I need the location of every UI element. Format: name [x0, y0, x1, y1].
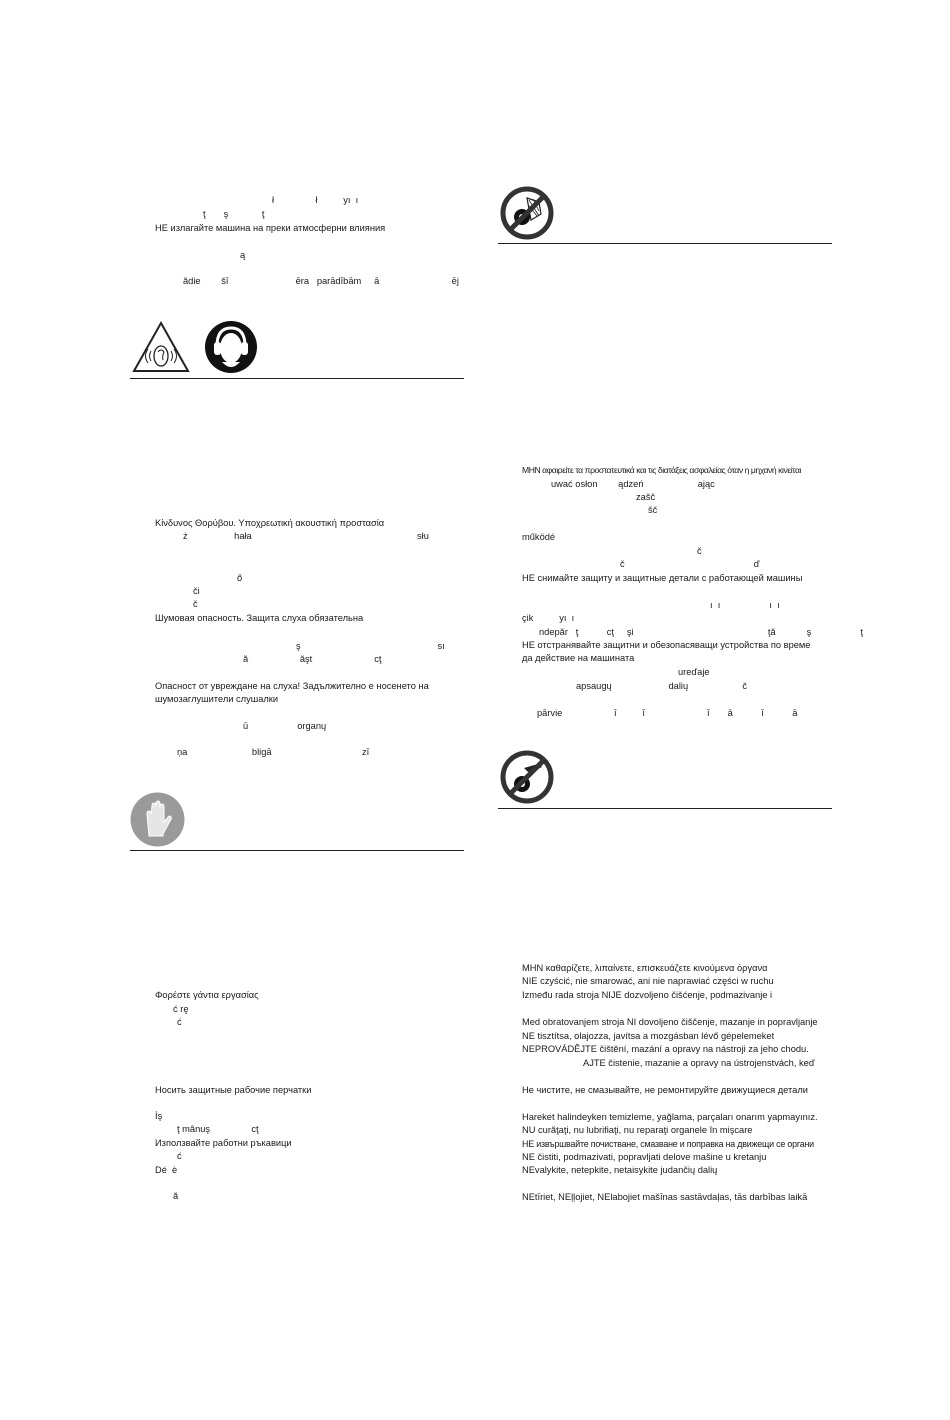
text-line: zašč — [636, 492, 656, 502]
text-line: NEvalykite, netepkite, netaisykite judančių dalių — [522, 1165, 718, 1175]
text-line: ć — [177, 1017, 182, 1027]
text-line: či — [193, 586, 200, 596]
text-line: pārvie ī ī ī ā ī ā — [537, 708, 798, 718]
hearing-hazard-triangle-icon — [132, 320, 190, 374]
section-divider — [498, 243, 832, 244]
text-line: működé — [522, 532, 556, 542]
text-line: ņa bligā zī — [177, 747, 370, 757]
ear-protection-mandatory-icon — [204, 320, 258, 374]
text-line: ureďaje — [678, 667, 710, 677]
text-line: ndepăr ţ cţ şi ţă ş ţ — [539, 627, 863, 637]
section-divider — [130, 378, 464, 379]
text-line: шумозаглушители слушалки — [155, 694, 279, 704]
text-line: ădie šī ēra parādībām ā ēj — [183, 276, 459, 286]
text-line: ţ mânuş cţ — [177, 1124, 259, 1134]
no-maintenance-while-moving-icon — [500, 750, 554, 804]
text-line: ă — [173, 1191, 179, 1201]
text-line: ă ăşt cţ — [243, 654, 382, 664]
text-line: uwać osłon ądzeń ając — [551, 479, 715, 489]
text-line: Hareket halindeyken temizleme, yağlama, parçaları onarım yapmayınız. — [522, 1112, 818, 1122]
section-divider — [130, 850, 464, 851]
text-line: ş sı — [296, 641, 445, 651]
text-line: Med obratovanjem stroja NI dovoljeno čiščenje, mazanje in popravljanje — [522, 1017, 818, 1027]
text-line: ć rę — [173, 1004, 189, 1014]
text-line: MHN αφαιρείτε τα προστατευτικά και τις διατάξεις ασφαλείας όταν η μηχανή κινείται — [522, 465, 801, 475]
text-line: Носить защитные рабочие перчатки — [155, 1085, 312, 1095]
text-line: MHN καθαρίζετε, λιπαίνετε, επισκευάζετε κινούμενα όργανα — [522, 963, 768, 973]
text-line: ı ı ı ı — [710, 600, 780, 610]
text-line: İş — [155, 1111, 163, 1121]
text-line: ū organų — [243, 721, 327, 731]
text-line: Između rada stroja NIJE dozvoljeno čišćenje, podmazivanje i — [522, 990, 773, 1000]
text-line: ż hała słu — [183, 531, 429, 541]
text-line: Φορέστε γάντια εργασίας — [155, 990, 259, 1000]
text-line: ą — [240, 250, 246, 260]
gloves-mandatory-icon — [130, 792, 185, 847]
text-line: Опасност от увреждане на слуха! Задължително е носенето на — [155, 681, 429, 691]
text-line: çik yı ı — [522, 613, 575, 623]
text-line: č — [193, 599, 198, 609]
text-line: НЕ снимайте защиту и защитные детали с работающей машины — [522, 573, 803, 583]
text-line: Шумовая опасность. Защита слуха обязательна — [155, 613, 364, 623]
text-line: č — [697, 546, 702, 556]
text-line: NIE czyścić, nie smarować, ani nie naprawiać części w ruchu — [522, 976, 774, 986]
text-line: šč — [648, 505, 658, 515]
text-line: Κίνδυνος Θορύβου. Υποχρεωτική ακουστική προστασία — [155, 518, 385, 528]
text-line: ć — [177, 1151, 182, 1161]
no-guard-removal-icon — [500, 186, 554, 240]
text-line: NE tisztítsa, olajozza, javítsa a mozgásban lévő gépelemeket — [522, 1031, 775, 1041]
text-line: Dé è — [155, 1165, 178, 1175]
text-line: НЕ извършвайте почистване, смазване и поправка на движещи се органи — [522, 1139, 814, 1149]
text-line: ő — [237, 573, 243, 583]
text-line: ţ ş ţ — [203, 209, 265, 219]
text-line: да действие на машината — [522, 653, 635, 663]
text-line: НЕ излагайте машина на преки атмосферни влияния — [155, 223, 386, 233]
text-line: NEtīriet, NEļļojiet, NElabojiet mašīnas sastāvdaļas, tās darbības laikā — [522, 1192, 808, 1202]
text-line: NE čistiti, podmazivati, popravljati delove mašine u kretanju — [522, 1152, 767, 1162]
section-divider — [498, 808, 832, 809]
text-line: НЕ отстранявайте защитни и обезопасяващи устройства по време — [522, 640, 811, 650]
text-line: apsaugų dalių č — [576, 681, 748, 691]
text-line: NEPROVÁDĚJTE čištění, mazání a opravy na nástroji za jeho chodu. — [522, 1044, 809, 1054]
text-line: ł ł yı ı — [272, 195, 359, 205]
text-line: Използвайте работни ръкавици — [155, 1138, 292, 1148]
text-line: č ď — [620, 559, 760, 569]
text-line: Не чистите, не смазывайте, не ремонтируйте движущиеся детали — [522, 1085, 808, 1095]
text-line: NU curăţaţi, nu lubrifiaţi, nu reparaţi organele în mişcare — [522, 1125, 753, 1135]
text-line: AJTE čistenie, mazanie a opravy na ústrojenstvách, keď — [583, 1058, 815, 1068]
